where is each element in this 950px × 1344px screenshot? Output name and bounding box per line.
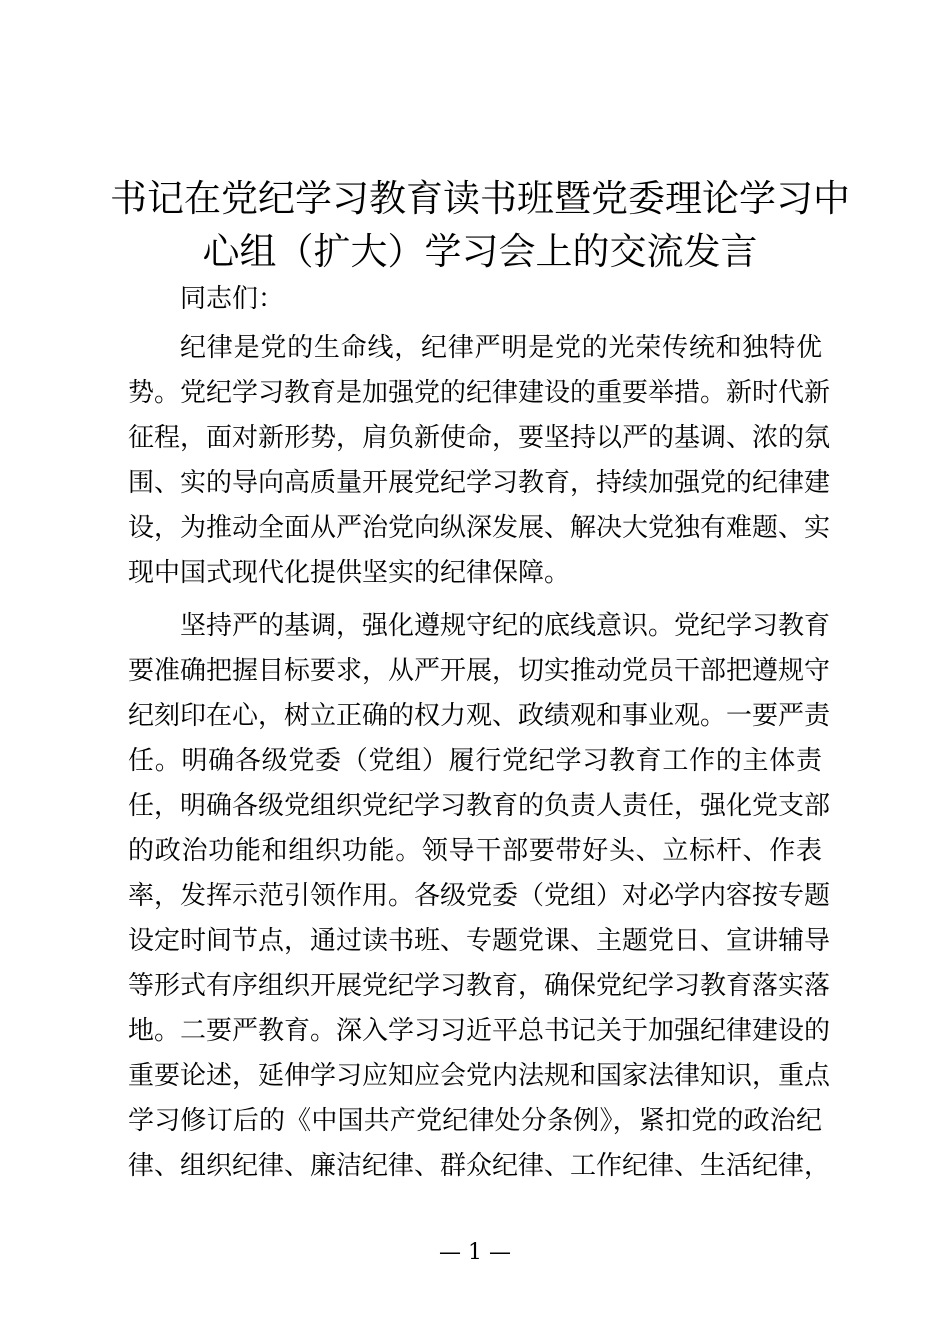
paragraph-line: 率，发挥示范引领作用。各级党委（党组）对必学内容按专题 <box>128 881 831 911</box>
paragraph-line: 围、实的导向高质量开展党纪学习教育，持续加强党的纪律建 <box>128 468 831 498</box>
paragraph-line: 现中国式现代化提供坚实的纪律保障。 <box>128 558 571 588</box>
paragraph-line: 坚持严的基调，强化遵规守纪的底线意识。党纪学习教育 <box>180 611 831 641</box>
paragraph-line: 等形式有序组织开展党纪学习教育，确保党纪学习教育落实落 <box>128 971 831 1001</box>
paragraph-line: 任，明确各级党组织党纪学习教育的负责人责任，强化党支部 <box>128 791 831 821</box>
paragraph-line: 学习修订后的《中国共产党纪律处分条例》，紧扣党的政治纪 <box>128 1106 822 1136</box>
paragraph-line: 纪律是党的生命线，纪律严明是党的光荣传统和独特优 <box>180 333 822 363</box>
paragraph-line: 的政治功能和组织功能。领导干部要带好头、立标杆、作表 <box>128 836 822 866</box>
paragraph-line: 征程，面对新形势，肩负新使命，要坚持以严的基调、浓的氛 <box>128 423 831 453</box>
page-number: — 1 — <box>439 1240 511 1265</box>
paragraph-line: 要准确把握目标要求，从严开展，切实推动党员干部把遵规守 <box>128 656 831 686</box>
title-line-1: 书记在党纪学习教育读书班暨党委理论学习中 <box>110 177 850 220</box>
paragraph-line: 任。明确各级党委（党组）履行党纪学习教育工作的主体责 <box>128 746 822 776</box>
paragraph-line: 地。二要严教育。深入学习习近平总书记关于加强纪律建设的 <box>128 1016 831 1046</box>
paragraph-line: 设定时间节点，通过读书班、专题党课、主题党日、宣讲辅导 <box>128 926 831 956</box>
paragraph-line: 设，为推动全面从严治党向纵深发展、解决大党独有难题、实 <box>128 513 831 543</box>
paragraph-line: 重要论述，延伸学习应知应会党内法规和国家法律知识，重点 <box>128 1061 831 1091</box>
paragraph-1 <box>128 326 831 596</box>
paragraph-line: 律、组织纪律、廉洁纪律、群众纪律、工作纪律、生活纪律， <box>128 1151 831 1181</box>
document-body <box>128 280 831 1189</box>
title-line-2: 心组（扩大）学习会上的交流发言 <box>202 230 758 273</box>
salutation: 同志们： <box>180 284 285 314</box>
paragraph-2 <box>128 604 831 1189</box>
paragraph-line: 势。党纪学习教育是加强党的纪律建设的重要举措。新时代新 <box>128 378 831 408</box>
paragraph-line: 纪刻印在心，树立正确的权力观、政绩观和事业观。一要严责 <box>128 701 831 731</box>
document-title <box>110 172 850 278</box>
